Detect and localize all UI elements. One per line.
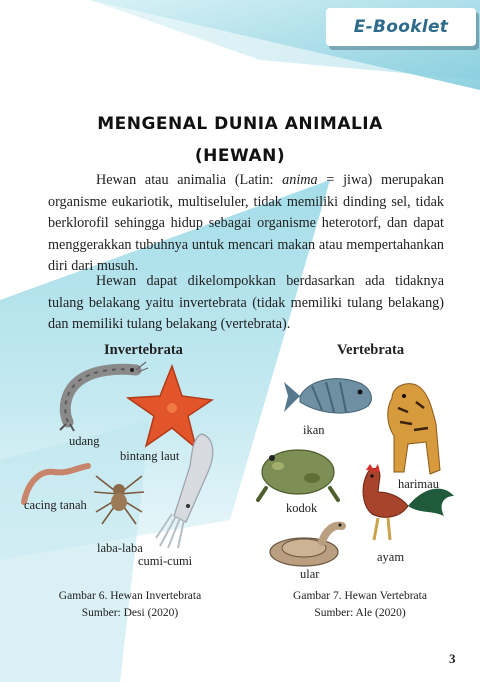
paragraph-text: Hewan atau animalia (Latin:: [96, 172, 283, 188]
label-harimau: harimau: [398, 477, 439, 491]
paragraph-text: = jiwa) merupakan organisme eukariotik, multiseluler, tidak memiliki dinding sel, tidak berklorofil sehingga hidup sebagai organisme heterotorf, dan dapat menggerakkan tubuhnya untuk mencari makan atau mempertahankan diri dari musuh.: [48, 172, 444, 274]
paragraph-text: Hewan dapat dikelompokkan berdasarkan ada tidaknya tulang belakang yaitu invertebrata (tidak memiliki tulang belakang) dan memiliki tulang belakang (vertebrata).: [48, 273, 444, 332]
label-udang: udang: [69, 434, 100, 448]
spider-illustration: [90, 468, 148, 526]
e-booklet-badge: [326, 8, 476, 46]
snake-illustration: [264, 516, 344, 570]
figure-7-source: Sumber: Ale (2020): [314, 607, 406, 619]
figure-6-title: Gambar 6. Hewan Invertebrata: [58, 590, 202, 602]
fish-illustration: [282, 372, 376, 420]
e-booklet-label: E-Booklet: [353, 17, 449, 37]
label-bintang-laut: bintang laut: [120, 449, 180, 463]
label-ayam: ayam: [377, 550, 405, 564]
label-cumi-cumi: cumi-cumi: [138, 554, 193, 568]
page-title: MENGENAL DUNIA ANIMALIA: [97, 114, 383, 134]
invertebrata-heading: Invertebrata: [104, 342, 183, 358]
figure-7-title: Gambar 7. Hewan Vertebrata: [293, 590, 427, 602]
squid-illustration: [152, 430, 222, 550]
page-title-sub: (HEWAN): [194, 146, 286, 166]
figure-6-source: Sumber: Desi (2020): [81, 607, 179, 619]
paragraph-definition: [48, 170, 444, 278]
label-ikan: ikan: [303, 423, 325, 437]
label-cacing-tanah: cacing tanah: [24, 498, 87, 512]
frog-illustration: [256, 440, 340, 502]
rooster-illustration: [348, 462, 458, 542]
label-ular: ular: [300, 567, 320, 581]
figure-7-caption: [270, 588, 450, 622]
paragraph-classification: [48, 271, 444, 336]
label-kodok: kodok: [286, 501, 318, 515]
label-laba-laba: laba-laba: [97, 541, 143, 555]
vertebrata-heading: Vertebrata: [337, 342, 405, 358]
page-number: 3: [449, 651, 456, 666]
latin-term: anima: [282, 172, 318, 188]
figure-6-caption: [40, 588, 220, 622]
